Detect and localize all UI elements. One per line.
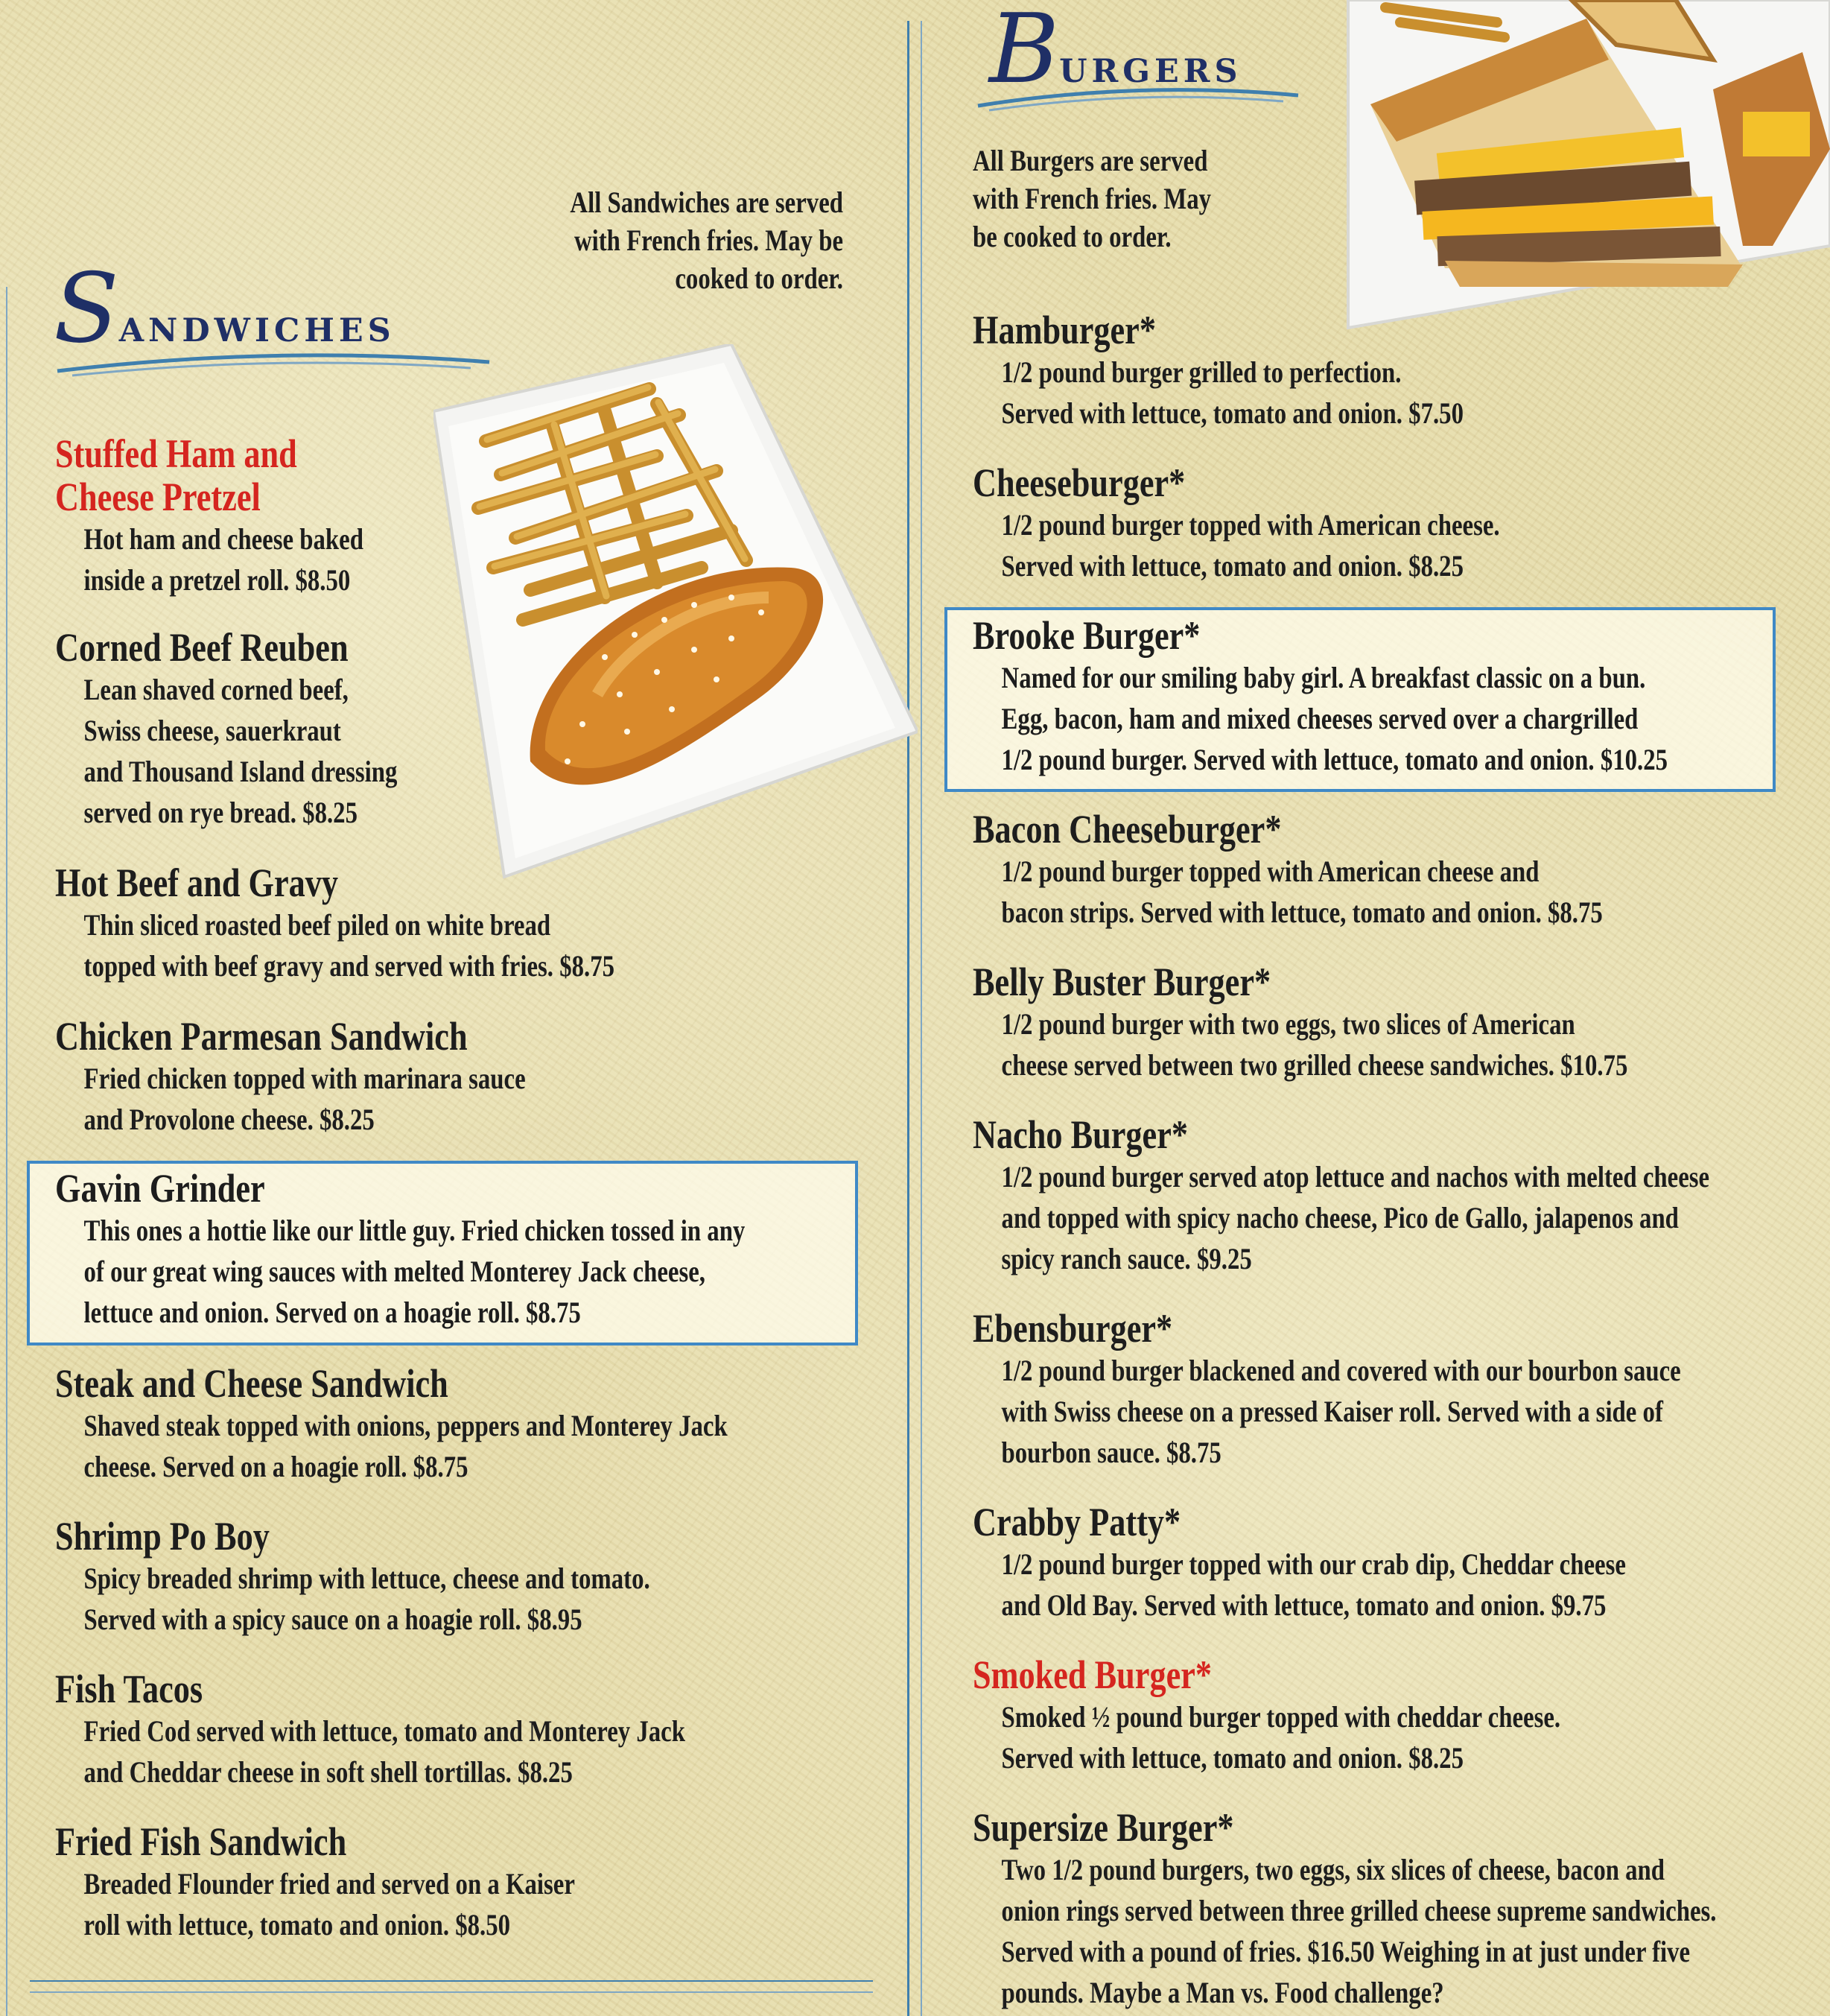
menu-item-brooke-burger [973, 614, 1668, 780]
item-description: Fried chicken topped with marinara sauce and Provolone cheese. $8.25 [83, 1062, 526, 1136]
menu-item-fried-fish-sandwich [55, 1820, 575, 1945]
menu-item-hot-beef-gravy [55, 861, 614, 986]
item-description: Thin sliced roasted beef piled on white bread topped with beef gravy and served with fries. $8.75 [83, 908, 615, 983]
item-description: Shaved steak topped with onions, peppers and Monterey Jack cheese. Served on a hoagie roll. $8.75 [83, 1409, 728, 1483]
menu-item-gavin-grinder [55, 1167, 745, 1333]
pretzel-and-fries-photo [433, 344, 918, 881]
item-name: Smoked Burger* [973, 1652, 1213, 1697]
left-border-rule [6, 287, 7, 2016]
item-name: Bacon Cheeseburger* [973, 807, 1282, 852]
menu-item-fish-tacos [55, 1667, 685, 1792]
menu-item-supersize-burger [973, 1806, 1716, 2013]
item-name: Stuffed Ham and Cheese Pretzel [55, 431, 297, 519]
item-name: Chicken Parmesan Sandwich [55, 1014, 468, 1059]
item-description: Fried Cod served with lettuce, tomato and Monterey Jack and Cheddar cheese in soft shell tortillas. $8.25 [83, 1714, 685, 1789]
bottom-rule-b [30, 1991, 873, 1993]
item-name: Fish Tacos [55, 1667, 203, 1711]
item-name: Hot Beef and Gravy [55, 860, 339, 905]
menu-item-smoked-burger [973, 1653, 1560, 1778]
item-description: This ones a hottie like our little guy. Fried chicken tossed in any of our great wing sauces with melted Monterey Jack cheese, lettuce and onion. Served on a hoagie roll. $8.75 [83, 1214, 746, 1329]
item-name: Belly Buster Burger* [973, 960, 1271, 1004]
bottom-rule-a [30, 1980, 873, 1982]
item-description: 1/2 pound burger topped with American cheese. Served with lettuce, tomato and onion. $8.25 [1001, 508, 1500, 583]
item-name: Cheeseburger* [973, 460, 1186, 505]
item-name: Shrimp Po Boy [55, 1514, 270, 1559]
item-name: Corned Beef Reuben [55, 625, 349, 670]
item-name: Hamburger* [973, 308, 1156, 352]
item-name: Supersize Burger* [973, 1805, 1234, 1850]
item-name: Crabby Patty* [973, 1500, 1181, 1544]
item-name: Brooke Burger* [973, 613, 1201, 658]
item-description: Smoked ½ pound burger topped with cheddar cheese. Served with lettuce, tomato and onion. $8.25 [1001, 1700, 1561, 1775]
menu-item-ebensburger [973, 1307, 1681, 1473]
item-description: Two 1/2 pound burgers, two eggs, six slices of cheese, bacon and onion rings served between three grilled cheese supreme sandwiches. Served with a pound of fries. $16.50 Weighing in at just under five pounds. Maybe a Man vs. Food challenge? [1001, 1853, 1717, 2009]
menu-item-shrimp-po-boy [55, 1515, 650, 1640]
menu-item-chicken-parmesan [55, 1015, 526, 1140]
item-description: 1/2 pound burger topped with our crab dip, Cheddar cheese and Old Bay. Served with lettuce, tomato and onion. $9.75 [1001, 1547, 1626, 1622]
menu-item-steak-and-cheese [55, 1362, 728, 1487]
sandwiches-section-title: Sandwiches [54, 253, 395, 364]
menu-item-stuffed-ham-pretzel [55, 432, 363, 600]
item-description: 1/2 pound burger blackened and covered with our bourbon sauce with Swiss cheese on a pressed Kaiser roll. Served with a side of bourbon sauce. $8.75 [1001, 1354, 1681, 1469]
burgers-note: All Burgers are served with French fries. May be cooked to order. [973, 144, 1212, 253]
item-name: Steak and Cheese Sandwich [55, 1361, 448, 1406]
item-description: Hot ham and cheese baked inside a pretzel roll. $8.50 [83, 522, 363, 597]
item-name: Gavin Grinder [55, 1166, 265, 1211]
belly-buster-burger-photo [1326, 0, 1830, 335]
menu-item-hamburger [973, 308, 1464, 434]
center-divider-rule-b [921, 21, 922, 2016]
item-name: Fried Fish Sandwich [55, 1819, 347, 1864]
item-name: Nacho Burger* [973, 1112, 1189, 1157]
sandwiches-title-swoosh [54, 349, 493, 378]
item-description: 1/2 pound burger grilled to perfection. Served with lettuce, tomato and onion. $7.50 [1001, 355, 1464, 430]
menu-item-nacho-burger [973, 1113, 1709, 1279]
menu-item-corned-beef-reuben [55, 626, 397, 833]
item-description: 1/2 pound burger topped with American cheese and bacon strips. Served with lettuce, tomato and onion. $8.75 [1001, 855, 1603, 929]
menu-item-cheeseburger [973, 461, 1500, 586]
center-divider-rule-a [907, 21, 909, 2016]
item-description: Named for our smiling baby girl. A breakfast classic on a bun. Egg, bacon, ham and mixed cheeses served over a chargrilled 1/2 pound burger. Served with lettuce, tomato and onion. $10.25 [1001, 661, 1668, 776]
item-description: Breaded Flounder fried and served on a Kaiser roll with lettuce, tomato and onion. $8.50 [83, 1867, 575, 1941]
burgers-title-swoosh [974, 83, 1302, 113]
menu-item-belly-buster-burger [973, 960, 1627, 1085]
sandwiches-note: All Sandwiches are served with French fries. May be cooked to order. [570, 186, 843, 295]
item-name: Ebensburger* [973, 1306, 1173, 1351]
item-description: Spicy breaded shrimp with lettuce, cheese and tomato. Served with a spicy sauce on a hoagie roll. $8.95 [83, 1562, 650, 1636]
item-description: Lean shaved corned beef, Swiss cheese, sauerkraut and Thousand Island dressing served on rye bread. $8.25 [83, 673, 398, 829]
item-description: 1/2 pound burger with two eggs, two slices of American cheese served between two grilled cheese sandwiches. $10.75 [1001, 1007, 1628, 1082]
menu-item-crabby-patty [973, 1500, 1626, 1626]
item-description: 1/2 pound burger served atop lettuce and nachos with melted cheese and topped with spicy nacho cheese, Pico de Gallo, jalapenos and spicy ranch sauce. $9.25 [1001, 1160, 1710, 1275]
menu-item-bacon-cheeseburger [973, 808, 1603, 933]
burgers-section-title: Burgers [989, 0, 1242, 105]
